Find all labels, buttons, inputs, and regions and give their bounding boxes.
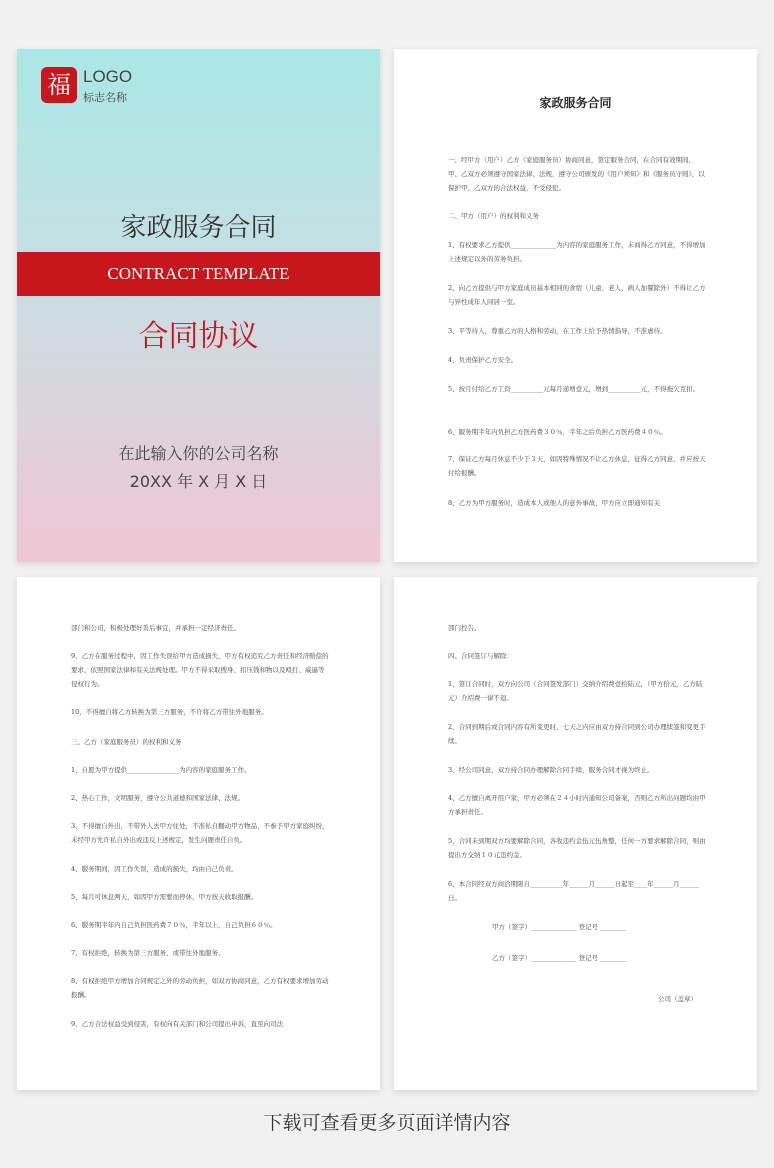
paragraph: 6、服务期半年内负担乙方医药费３０％，半年之后负担乙方医药费４０％。: [448, 428, 667, 436]
paragraph: 5、每月可休息两天，如因甲方需要而停休，甲方按天收取报酬。: [71, 893, 258, 901]
section-heading: 四、合同签订与解除：: [448, 652, 513, 660]
paragraph: 10、不得擅自将乙方转换为第三方服务，不许将乙方带往外地服务。: [71, 708, 268, 716]
section-heading: 三、乙方（家庭服务员）的权利和义务: [71, 738, 182, 746]
cover-title: 家政服务合同: [120, 213, 277, 243]
title-band: [17, 252, 380, 296]
paragraph: 9、乙方合法权益受到侵害，有权向有关部门和公司提出申诉，直至向司法: [71, 1020, 284, 1028]
paragraph: 5、按月付给乙方工资__________元每月递增壹元，增到__________元，不得拖欠克扣。: [448, 385, 700, 393]
logo-text: LOGO: [83, 67, 133, 86]
contract-page-3: [17, 577, 380, 1090]
cover-page: [17, 49, 380, 562]
band-text: CONTRACT TEMPLATE: [107, 264, 290, 283]
cover-subtitle: 合同协议: [138, 319, 259, 354]
paragraph: 部门和公司，积极处理好善后事宜，并承担一定经济责任。: [71, 624, 240, 632]
paragraph: 1、签订合同时，双方向公司（合同签发部门）交纳介绍费壹拾陆元，（甲方拾元、乙方陆元）介绍费一律不退。: [448, 680, 703, 702]
company-seal: 公司（盖章）: [658, 995, 697, 1003]
paragraph: 3、经公司同意，双方持合同办理解除合同手续，服务合同才视为终止。: [448, 766, 654, 774]
paragraph: 8、有权拒绝甲方增加合同规定之外的劳动负担，如双方协商同意，乙方有权要求增加劳动报酬。: [71, 977, 329, 999]
paragraph: 7、有权拒绝，转换为第三方服务，或带往外地服务。: [71, 949, 225, 957]
paragraph: 7、保证乙方每月休息不少于３天，如因特殊情况不让乙方休息，征得乙方同意，并应按天付给报酬。: [448, 455, 706, 477]
cover-date: 20XX 年 X 月 X 日: [129, 472, 268, 491]
paragraph: 6、服务期半年内自己负担医药费７０％，半年以上，自己负担６０％。: [71, 921, 277, 929]
paragraph: 部门控告。: [448, 624, 481, 632]
paragraph: 2、热心工作，文明服务，遵守公共道德和国家法律、法规。: [71, 794, 245, 802]
paragraph: 9、乙方在服务过程中，因工作失误给甲方造成损失，甲方有权追究乙方责任和经济赔偿的要求，依照国家法律和有关法规处理。甲方不得采取搜身、扣压钱和物以及殴打、威逼等侵权行为。: [71, 652, 329, 688]
footer-caption: 下载可查看更多页面详情内容: [263, 1112, 511, 1134]
section-heading: 二、甲方（用户）的权利和义务: [448, 212, 539, 220]
logo-subtitle: 标志名称: [83, 91, 127, 104]
company-name: 在此输入你的公司名称: [118, 444, 279, 463]
paragraph: 5、合同未到期双方均要解除合同，各收违约金伍元伍角整，任何一方要求解除合同，则由提出方交纳１０元违约金。: [448, 837, 706, 859]
paragraph: 4、负责保护乙方安全。: [448, 356, 518, 364]
logo-icon: 福: [41, 67, 77, 103]
paragraph: 2、向乙方提供与甲方家庭成员基本相同的食宿（儿童、老人、病人加餐除外）不得让乙方与异性成年人同居一室。: [448, 284, 706, 306]
paragraph: 2、合同到期后或合同内容有所变更时，七天之内应由双方持合同到公司办理续签和变更手续。: [448, 723, 706, 745]
paragraph: 3、不得擅自外出，不带外人去甲方住处，不准私自翻动甲方物品，不参予甲方家庭纠纷，未经甲方允许私自外出或违反上述规定，发生问题责任自负。: [71, 822, 329, 844]
paragraph: 1、有权要求乙方提供______________为内容的家庭服务工作，未商得乙方同意，不得增加上述规定以外的劳务负担。: [448, 241, 706, 263]
paragraph: 4、乙方擅自离开用户家，甲方必须在２４小时内通知公司备案，否则乙方所出问题均由甲方承担责任。: [448, 794, 706, 816]
paragraph: 3、平等待人，尊重乙方的人格和劳动，在工作上给予热情指导，不准虐待。: [448, 327, 667, 335]
paragraph: 4、服务期间，因工作失误，造成的损失，均由自己负责。: [71, 865, 238, 873]
document-title: 家政服务合同: [539, 96, 612, 110]
paragraph: 8、乙方为甲方服务时，造成本人或他人的意外事故，甲方应立即通知有关: [448, 499, 661, 507]
contract-page-2: [394, 49, 757, 562]
party-a-signature: 甲方（签字）______________ 登记号 ________: [492, 923, 627, 931]
party-b-signature: 乙方（签字）______________ 登记号 ________: [492, 954, 627, 962]
paragraph: 6、本合同经双方商洽期限自__________年______月______日起至____年______月______日。: [448, 880, 700, 902]
contract-page-4: [394, 577, 757, 1090]
paragraph: 1、自愿为甲方提供________________为内容的家庭服务工作。: [71, 766, 251, 774]
paragraph: 一、经甲方（用户）乙方（家庭服务员）协商同意，签定服务合同，在合同有效期间，甲、乙双方必须遵守国家法律、法规，遵守公司颁发的《用户须知》和《服务员守则》，以保护甲、乙双方的合法权益，不受侵犯。: [448, 156, 705, 192]
